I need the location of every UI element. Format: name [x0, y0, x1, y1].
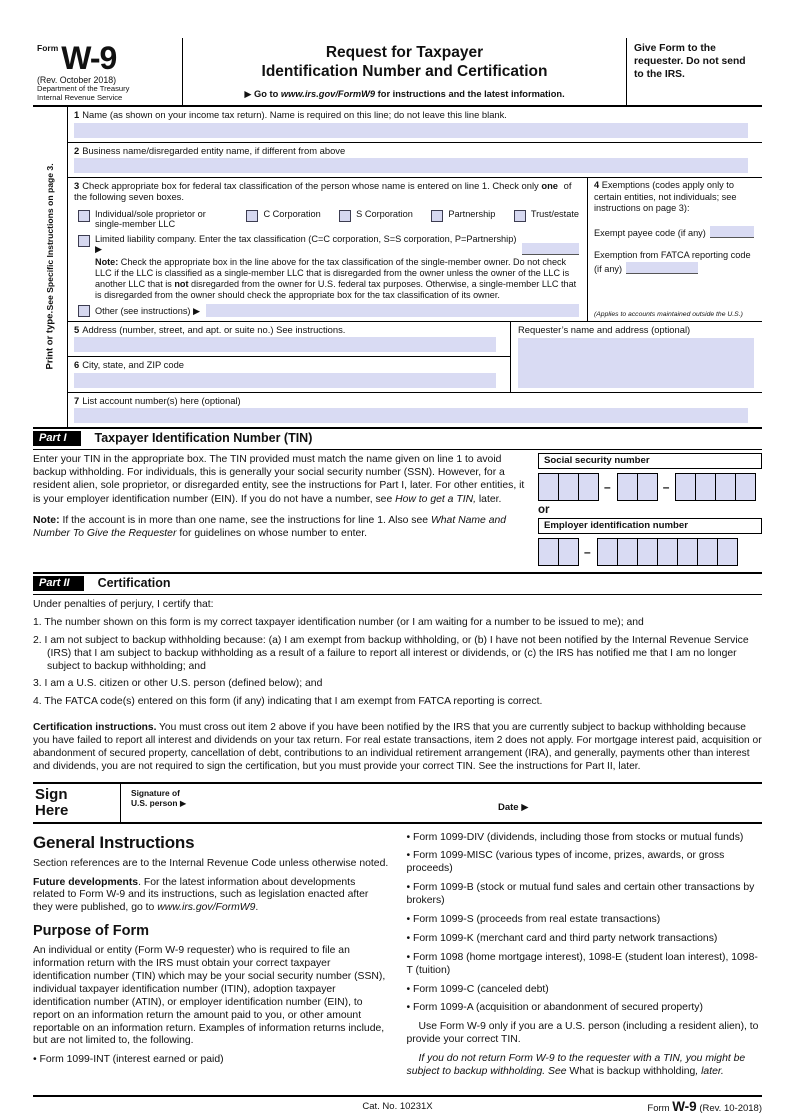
line2-number: 2: [74, 144, 80, 156]
line5-address-row: [68, 322, 510, 357]
name-input[interactable]: [74, 123, 748, 138]
checkbox-trust-estate[interactable]: [514, 210, 526, 222]
use-form-paragraph: Use Form W-9 only if you are a U.S. person (including a resident alien), to provide your correct TIN.: [406, 1021, 759, 1046]
purpose-paragraph: An individual or entity (Form W-9 requester) who is required to file an information return with the IRS must obtain your correct taxpayer identification number (TIN) which may be your social security number (SSN), individual taxpayer identification number (ITIN), adoption taxpayer identification number (ATIN), or employer identification number (EIN), to report on an information return the amount paid to you, or other amount reportable on an information return. Examples of information returns include, but are not limited to, the following.: [33, 945, 386, 1047]
goto-url: www.irs.gov/FormW9: [280, 89, 376, 100]
line3-tax-classification: [68, 178, 588, 321]
ein-cell[interactable]: [717, 538, 738, 566]
part2-header: [33, 574, 762, 595]
line4-exemptions: [588, 178, 762, 321]
option-partnership: [431, 209, 495, 222]
ein-cell[interactable]: [538, 538, 559, 566]
business-name-input[interactable]: [74, 158, 748, 173]
exempt-payee-label: Exempt payee code (if any): [594, 227, 706, 238]
line2-label: Business name/disregarded entity name, if different from above: [82, 144, 346, 156]
bullet-1099-c: • Form 1099-C (canceled debt): [406, 983, 549, 995]
bullet-1099-misc: • Form 1099-MISC (various types of income, prizes, awards, or gross proceeds): [406, 850, 725, 875]
sidebar-see-instructions: See Specific Instructions on page 3.: [45, 164, 55, 312]
requester-label: Requester’s name and address (optional): [518, 324, 691, 336]
option-llc-label: Limited liability company. Enter the tax classification (C=C corporation, S=S corporation, P=Partnership) ▶: [95, 233, 517, 254]
bullet-1099-b: • Form 1099-B (stock or mutual fund sales and certain other transactions by brokers): [406, 882, 755, 907]
tin-boxes: [538, 453, 762, 566]
certification-instructions: Certification instructions. You must cross out item 2 above if you have been notified by the IRS that you are currently subject to backup withholding because you have failed to report all interest and dividends on your tax return. For real estate transactions, item 2 does not apply. For mortgage interest paid, acquisition or abandonment of secured property, cancellation of debt, contributions to an individual retirement arrangement (IRA), and generally, payments other than interest and dividends, you are not required to sign the certification, but you must provide your correct TIN. See the instructions for Part II, later.: [33, 722, 762, 772]
certify-item-4: 4. The FATCA code(s) entered on this form (if any) indicating that I am exempt from FATCA reporting is correct.: [33, 696, 543, 708]
bullet-1099-int: • Form 1099-INT (interest earned or paid): [33, 1054, 224, 1066]
part2-tag: Part II: [33, 576, 84, 591]
ssn-label: Social security number: [538, 453, 762, 469]
other-input[interactable]: [206, 304, 579, 317]
service-line: Internal Revenue Service: [37, 92, 123, 102]
signature-label-line1: Signature of: [131, 787, 180, 798]
date-field[interactable]: [494, 784, 762, 822]
ssn-cell[interactable]: [558, 473, 579, 501]
part1-header: [33, 429, 762, 450]
requester-name-address-input[interactable]: [518, 338, 754, 387]
ssn-dash: –: [604, 479, 611, 494]
ssn-cell[interactable]: [695, 473, 716, 501]
ssn-cell[interactable]: [715, 473, 736, 501]
checkbox-c-corporation[interactable]: [246, 210, 258, 222]
part1-tag: Part I: [33, 431, 81, 446]
option-llc: [78, 234, 579, 255]
general-instructions-heading: General Instructions: [33, 832, 195, 852]
line1-label: Name (as shown on your income tax return). Name is required on this line; do not leave this line blank.: [82, 109, 507, 121]
option-individual-label: Individual/sole proprietor or single-member LLC: [95, 208, 206, 230]
department-line: Department of the Treasury: [37, 84, 130, 93]
ssn-cell[interactable]: [578, 473, 599, 501]
line7-number: 7: [74, 394, 80, 406]
line3-note: Note: Check the appropriate box in the line above for the tax classification of the single-member owner. Do not check LLC if the LLC is classified as a single-member LLC that is disregarded from the owner unless the owner of the LLC is another LLC that is not disregarded from the owner for U.S. federal tax purposes. Otherwise, a single-member LLC that is disregarded from the owner should check the appropriate box for the tax classification of its owner.: [95, 256, 577, 300]
fatca-row: [594, 250, 756, 276]
footer-form-id: Form W-9 (Rev. 10-2018): [647, 1098, 762, 1114]
date-label: Date ▶: [498, 801, 529, 813]
form-title-line2: Identification Number and Certification: [261, 62, 548, 80]
exempt-payee-row: [594, 226, 756, 240]
checkbox-s-corporation[interactable]: [339, 210, 351, 222]
line6-number: 6: [74, 359, 80, 371]
applies-note: (Applies to accounts maintained outside the U.S.): [594, 311, 743, 319]
form-number: W-9: [61, 40, 117, 76]
form-main: [33, 107, 762, 429]
ssn-cell[interactable]: [617, 473, 638, 501]
address-input[interactable]: [74, 337, 496, 352]
future-developments-paragraph: Future developments. For the latest information about developments related to Form W-9 and its instructions, such as legislation enacted after they were published, go to www.irs.gov/FormW9.: [33, 876, 369, 914]
exempt-payee-code-input[interactable]: [710, 226, 754, 238]
goto-arrow-icon: ▶ Go to: [244, 89, 281, 100]
ein-cell[interactable]: [657, 538, 678, 566]
part2-certification: [33, 595, 762, 720]
line5-number: 5: [74, 324, 80, 336]
line1-name-row: [68, 107, 762, 142]
option-s-corporation: [339, 209, 413, 222]
fatca-code-input[interactable]: [626, 262, 698, 274]
bullet-1099-k: • Form 1099-K (merchant card and third party network transactions): [406, 932, 718, 944]
form-id-block: [33, 38, 183, 105]
goto-line: [191, 89, 618, 102]
account-numbers-input[interactable]: [74, 408, 748, 423]
ssn-input-row: [538, 473, 762, 501]
line2-business-name-row: [68, 143, 762, 178]
part1-instructions: Enter your TIN in the appropriate box. The TIN provided must match the name given on line 1 to avoid backup withholding. For individuals, this is generally your social security number (SSN). However, for a resident alien, sole proprietor, or disregarded entity, see the instructions for Part I, later. For other entities, it is your employer identification number (EIN). If you do not have a number, see How to get a TIN, later. Note: If the account is in more than one name, see the instructions for line 1. Also see What Name and Number To Give the Requester for guidelines on whose number to enter.: [33, 453, 525, 539]
option-trust-estate: [514, 209, 579, 222]
bullet-1099-s: • Form 1099-S (proceeds from real estate transactions): [406, 914, 661, 925]
signature-label-line2: U.S. person ▶: [131, 798, 187, 809]
bullet-1099-a: • Form 1099-A (acquisition or abandonment of secured property): [406, 1002, 703, 1014]
ein-cell[interactable]: [697, 538, 718, 566]
ssn-cell[interactable]: [538, 473, 559, 501]
ein-dash: –: [584, 544, 591, 559]
option-c-corporation: [246, 209, 320, 222]
line4-label: Exemptions (codes apply only to certain entities, not individuals; see instructions on page 3):: [594, 180, 737, 213]
option-trust-estate-label: Trust/estate: [530, 208, 579, 219]
give-form-notice: Give Form to the requester. Do not send to the IRS.: [626, 38, 762, 105]
checkbox-llc[interactable]: [78, 235, 90, 247]
ein-cell[interactable]: [637, 538, 658, 566]
backup-withholding-paragraph: If you do not return Form W-9 to the requester with a TIN, you might be subject to backup withholding. See What is backup withholding, later.: [406, 1053, 746, 1078]
line7-account-row: [68, 393, 762, 427]
page-footer: [33, 1095, 762, 1117]
line6-city-row: [68, 357, 510, 391]
ein-cell[interactable]: [597, 538, 618, 566]
ein-input-row: [538, 538, 762, 566]
purpose-of-form-heading: Purpose of Form: [33, 923, 150, 940]
fatca-label: Exemption from FATCA reporting code (if any): [594, 250, 751, 275]
option-other: [78, 304, 579, 317]
requester-cell: [510, 322, 762, 392]
form-title: [191, 44, 618, 81]
section-references-paragraph: Section references are to the Internal Revenue Code unless otherwise noted.: [33, 857, 389, 869]
option-partnership-label: Partnership: [448, 208, 496, 219]
certify-item-1: 1. The number shown on this form is my correct taxpayer identification number (or I am waiting for a number to be issued to me); and: [33, 616, 644, 628]
signature-field[interactable]: [121, 784, 494, 822]
goto-tail: for instructions and the latest information.: [375, 89, 565, 100]
ssn-cell[interactable]: [637, 473, 658, 501]
form-word: Form: [37, 43, 59, 53]
certify-item-3: 3. I am a U.S. citizen or other U.S. person (defined below); and: [33, 678, 323, 690]
checkbox-individual[interactable]: [78, 210, 90, 222]
certify-item-2: 2. I am not subject to backup withholding because: (a) I am exempt from backup withholding, or (b) I have not been notified by the Internal Revenue Service (IRS) that I am subject to backup withholding as a result of a failure to report all interest or dividends, or (c) the IRS has notified me that I am no longer subject to backup withholding; and: [33, 634, 749, 672]
revision-date: (Rev. October 2018): [37, 75, 117, 85]
ein-cell[interactable]: [677, 538, 698, 566]
forms-list-column: [407, 832, 763, 1085]
line4-number: 4: [594, 180, 600, 190]
part2-title: Certification: [97, 576, 171, 591]
certify-intro: Under penalties of perjury, I certify that:: [33, 598, 214, 610]
city-state-zip-input[interactable]: [74, 373, 496, 388]
option-individual: [78, 209, 228, 230]
bullet-1099-div: • Form 1099-DIV (dividends, including those from stocks or mutual funds): [406, 831, 744, 843]
ein-cell[interactable]: [617, 538, 638, 566]
form-title-line1: Request for Taxpayer: [325, 44, 484, 61]
form-title-block: [183, 38, 626, 105]
catalog-number: Cat. No. 10231X: [362, 1100, 433, 1112]
line3-label: Check appropriate box for federal tax classification of the person whose name is entered on line 1. Check only one of the following seven boxes.: [74, 180, 572, 203]
checkbox-other[interactable]: [78, 305, 90, 317]
llc-classification-input[interactable]: [522, 243, 579, 255]
form-header: [33, 38, 762, 107]
ein-label: Employer identification number: [538, 518, 762, 534]
part1-title: Taxpayer Identification Number (TIN): [94, 431, 313, 446]
print-or-type-sidebar: [33, 107, 67, 427]
line3-number: 3: [74, 180, 80, 191]
general-instructions-column: [33, 832, 389, 1085]
sign-here-section: [33, 782, 762, 824]
checkbox-partnership[interactable]: [431, 210, 443, 222]
bullet-1098: • Form 1098 (home mortgage interest), 1098-E (student loan interest), 1098-T (tuition): [406, 951, 758, 976]
ssn-cell[interactable]: [735, 473, 756, 501]
sidebar-print-or-type: Print or type.: [44, 311, 56, 371]
line1-number: 1: [74, 109, 80, 121]
ssn-dash: –: [662, 479, 670, 494]
option-other-label: Other (see instructions) ▶: [95, 306, 201, 317]
option-s-corporation-label: S Corporation: [356, 208, 413, 219]
line7-label: List account number(s) here (optional): [82, 394, 241, 406]
ssn-cell[interactable]: [675, 473, 696, 501]
or-label: or: [538, 503, 550, 516]
ein-cell[interactable]: [558, 538, 579, 566]
line6-label: City, state, and ZIP code: [82, 359, 185, 371]
sign-here-label: Sign Here: [33, 784, 121, 822]
option-c-corporation-label: C Corporation: [263, 208, 321, 219]
line5-label: Address (number, street, and apt. or suite no.) See instructions.: [82, 324, 346, 336]
